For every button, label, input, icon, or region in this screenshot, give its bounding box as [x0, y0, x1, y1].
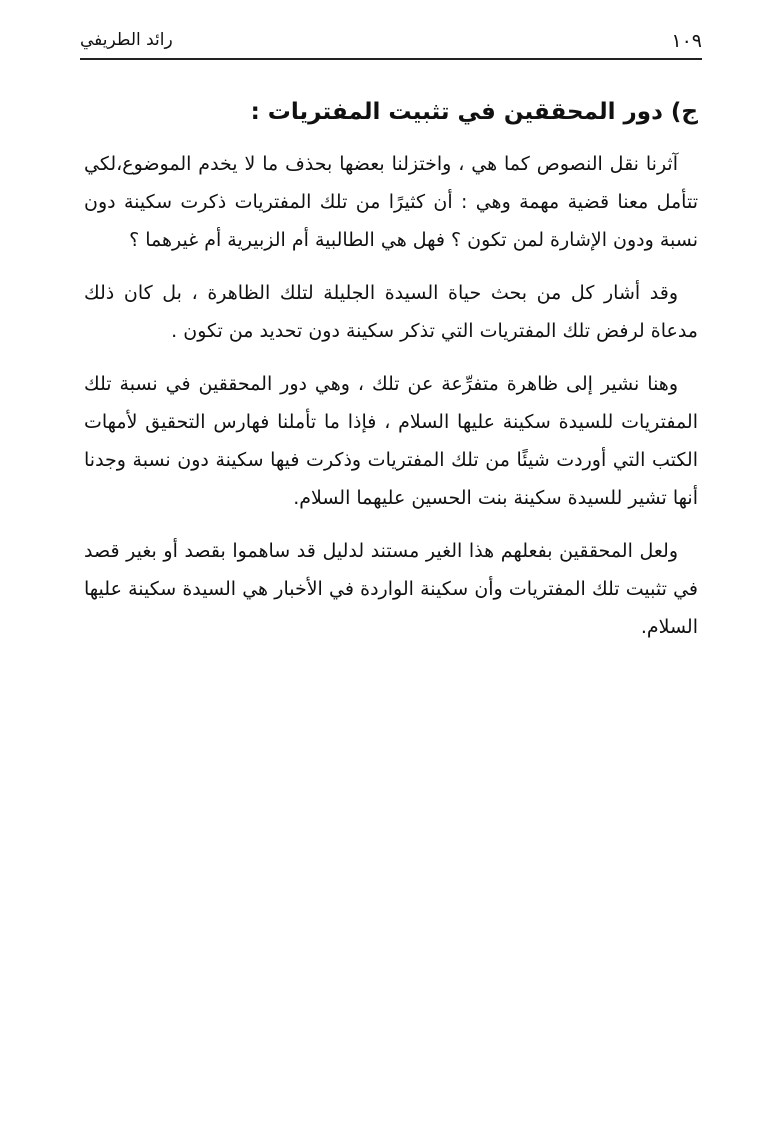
running-title: رائد الطريفي	[80, 30, 173, 50]
paragraph: ولعل المحققين بفعلهم هذا الغير مستند لدليل قد ساهموا بقصد أو بغير قصد في تثبيت تلك المفتريات وأن سكينة الواردة في الأخبار هي السيدة سكينة عليها السلام.	[84, 540, 698, 638]
section-heading: ج) دور المحققين في تثبيت المفتريات :	[250, 99, 698, 125]
body-text	[84, 145, 698, 661]
page-header	[80, 28, 702, 60]
page-number: ١٠٩	[671, 30, 702, 52]
paragraph: وهنا نشير إلى ظاهرة متفرِّعة عن تلك ، وهي دور المحققين في نسبة تلك المفتريات للسيدة سكينة عليها السلام ، فإذا ما تأملنا فهارس التحقيق لأمهات الكتب التي أوردت شيئًا من تلك المفتريات وذكرت فيها سكينة دون نسبة وجدنا أنها تشير للسيدة سكينة بنت الحسين عليهما السلام.	[84, 373, 698, 509]
paragraph: آثرنا نقل النصوص كما هي ، واختزلنا بعضها بحذف ما لا يخدم الموضوع،لكي تتأمل معنا قضية مهمة وهي : أن كثيرًا من تلك المفتريات ذكرت سكينة دون نسبة ودون الإشارة لمن تكون ؟ فهل هي الطالبية أم الزبيرية أم غيرهما ؟	[84, 153, 698, 251]
paragraph: وقد أشار كل من بحث حياة السيدة الجليلة لتلك الظاهرة ، بل كان ذلك مدعاة لرفض تلك المفتريات التي تذكر سكينة دون تحديد من تكون .	[84, 282, 698, 342]
